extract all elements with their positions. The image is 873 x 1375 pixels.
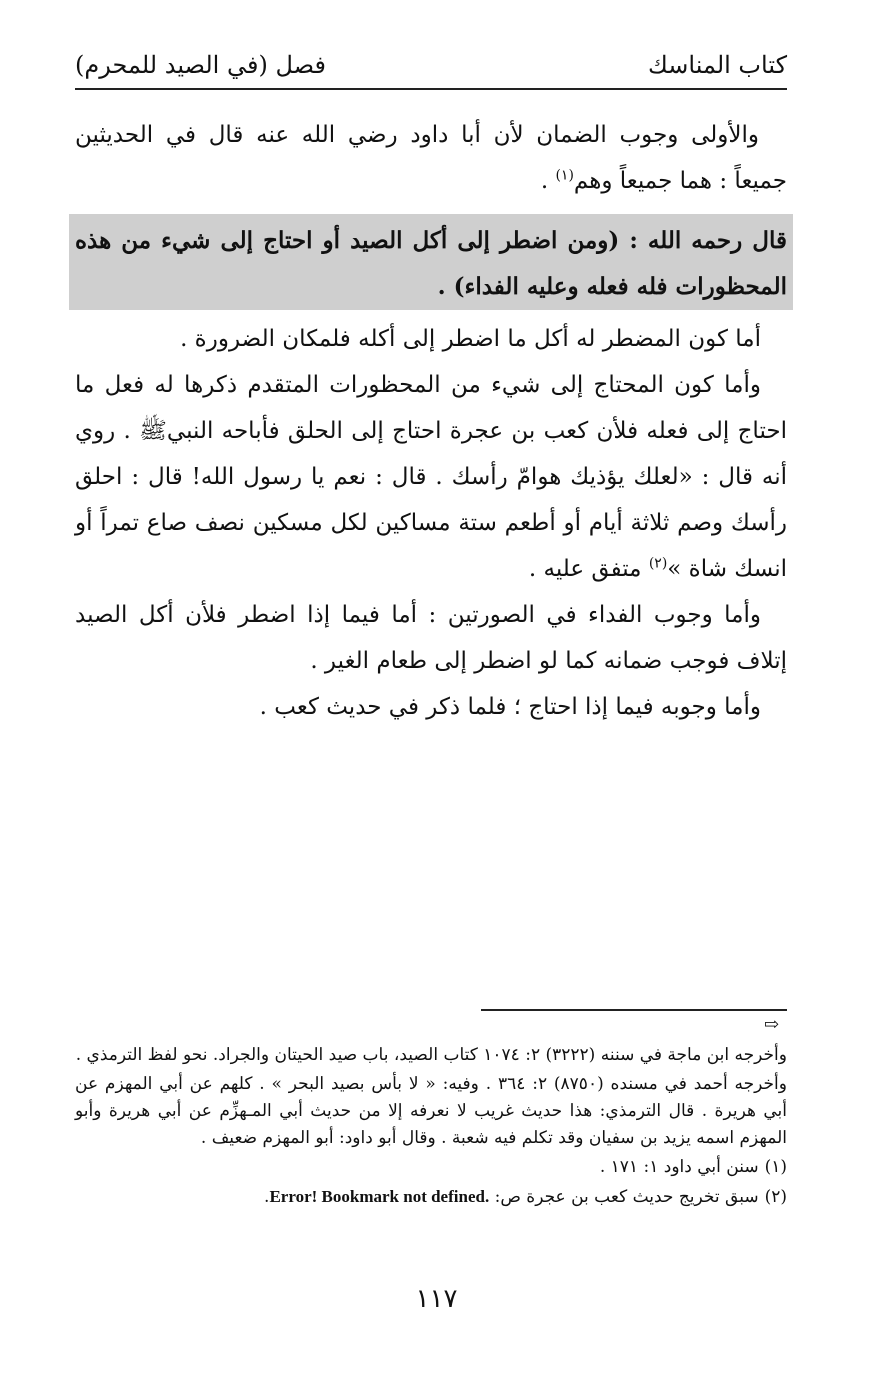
intro-text: والأولى وجوب الضمان لأن أبا داود رضي الله عنه قال في الحديثين جميعاً : هما جميعاً وهم: [75, 122, 787, 194]
footnote-ref-1[interactable]: (١): [555, 167, 574, 184]
intro-paragraph: [75, 112, 787, 204]
footnote-ref-2[interactable]: (٢): [648, 555, 668, 572]
paragraph-2-text: وأما كون المحتاج إلى شيء من المحظورات المتقدم ذكرها له فعل ما احتاج إلى فعله فلأن كعب بن عجرة احتاج إلى الحلق فأباحه النبيﷺ . روي أنه قال : «لعلك يؤذيك هوامّ رأسك . قال : نعم يا رسول الله! قال : احلق رأسك وصم ثلاثة أيام أو أطعم ستة مساكين لكل مسكين نصف صاع تمراً أو انسك شاة »: [75, 372, 787, 582]
footnote-continued-a: وأخرجه ابن ماجة في سننه (٣٢٢٢) ٢: ١٠٧٤ كتاب الصيد، باب صيد الحيتان والجراد. نحو لفظ الترمذي .: [75, 1045, 787, 1065]
main-text: [75, 112, 787, 730]
paragraph-2: [75, 362, 787, 592]
book-title: كتاب المناسك: [648, 51, 787, 79]
paragraph-4: وأما وجوبه فيما إذا احتاج ؛ فلما ذكر في حديث كعب .: [259, 694, 761, 720]
page-header: [75, 42, 787, 90]
paragraph-2-end: متفق عليه .: [528, 556, 649, 582]
footnote-1-text: سنن أبي داود ١: ١٧١ .: [599, 1157, 759, 1177]
paragraph-1: أما كون المضطر له أكل ما اضطر إلى أكله فلمكان الضرورة .: [180, 326, 761, 352]
highlighted-matn: قال رحمه الله : (ومن اضطر إلى أكل الصيد أو احتاج إلى شيء من هذه المحظورات فله فعله وعليه الفداء) .: [69, 214, 793, 310]
footnote-2-number: (٢): [764, 1187, 787, 1207]
footnote-1: [75, 1154, 787, 1181]
footnote-divider: [481, 1009, 787, 1011]
page-number: ١١٧: [415, 1284, 458, 1314]
intro-end: .: [540, 168, 556, 194]
bookmark-error: Error! Bookmark not defined.: [269, 1187, 490, 1206]
footnote-2-end: .: [264, 1187, 270, 1207]
paragraph-3: وأما وجوب الفداء في الصورتين : أما فيما إذا اضطر فلأن أكل الصيد إتلاف فوجب ضمانه كما لو اضطر إلى طعام الغير .: [75, 602, 787, 674]
continuation-arrow-icon: ⇨: [764, 1014, 780, 1035]
footnote-continued-b: وأخرجه أحمد في مسنده (٨٧٥٠) ٢: ٣٦٤ . وفيه: « لا بأس بصيد البحر » . كلهم عن أبي المهزم عن أبي هريرة . قال الترمذي: هذا حديث غريب لا نعرفه إلا من حديث أبي المـهزِّم عن أبي هريرة وأبو المهزم اسمه يزيد بن سفيان وقد تكلم فيه شعبة . وقال أبو داود: أبو المهزم ضعيف .: [75, 1074, 787, 1148]
footnotes: [75, 1042, 787, 1213]
footnote-2-text: سبق تخريج حديث كعب بن عجرة ص:: [489, 1187, 759, 1207]
footnote-1-number: (١): [764, 1157, 787, 1177]
section-title: فصل (في الصيد للمحرم): [75, 51, 326, 79]
footnote-2: [75, 1183, 787, 1211]
